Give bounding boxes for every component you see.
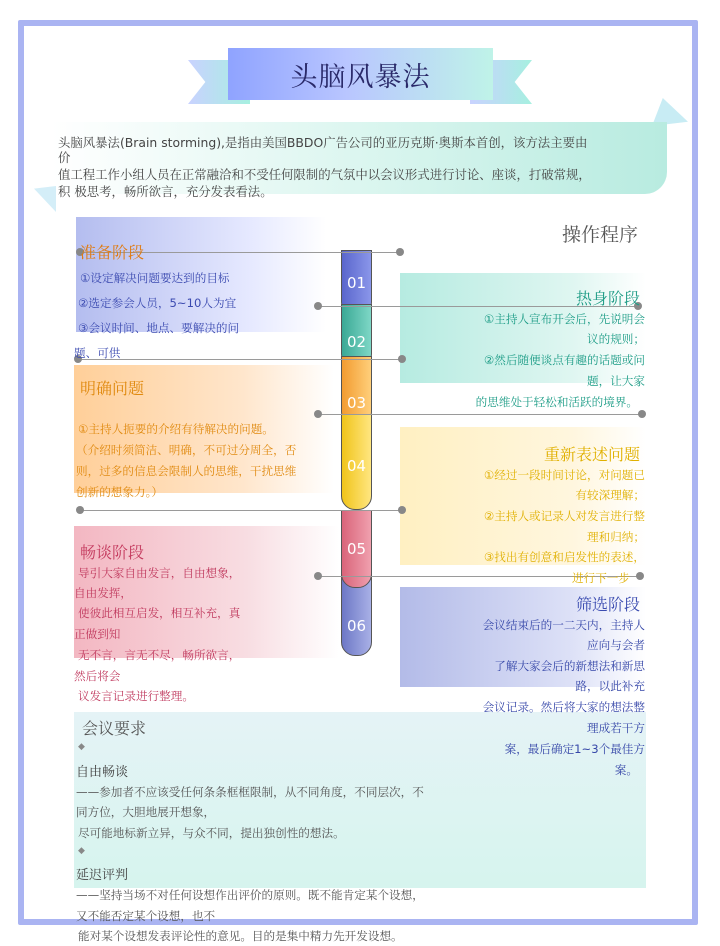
stage-line: 的思维处于轻松和活跃的境界。 xyxy=(475,395,638,409)
intro-line: 积 极思考，畅所欲言，充分发表看法。 xyxy=(58,184,273,199)
stage-line: 案。 xyxy=(614,763,638,777)
stage-title: 筛选阶段 xyxy=(575,595,640,614)
stage-line: ③找出有创意和启发性的表述， xyxy=(483,550,645,564)
connector-dot xyxy=(638,410,646,418)
stage-line: 路，以此补充 xyxy=(575,679,645,693)
stage-line: 会议记录。然后将大家的想法整 xyxy=(482,700,645,714)
step-number: 01 xyxy=(346,274,367,292)
stage-title: 重新表述问题 xyxy=(543,445,640,464)
stage-title: 畅谈阶段 xyxy=(80,543,145,562)
step-number: 02 xyxy=(346,333,367,351)
stage-line: 会议结束后的一二天内，主持人 xyxy=(482,618,645,632)
stage-line: ③会议时间、地点、要解决的问 xyxy=(78,321,240,335)
bullet-icon: ◆ xyxy=(78,742,85,752)
stage-line: 议发言记录进行整理。 xyxy=(78,689,194,703)
step-04 xyxy=(341,414,372,510)
stage-line: 题，让大家 xyxy=(587,374,645,388)
meeting-subtitle: 延迟评判 xyxy=(76,868,129,883)
meeting-title: 会议要求 xyxy=(82,719,147,738)
stage-line: ①主持人扼要的介绍有待解决的问题。 xyxy=(78,422,274,436)
stage-line: 进行下一步 xyxy=(572,571,630,585)
stage-line: ①经过一段时间讨论，对问题已 xyxy=(483,468,645,482)
page-title: 头脑风暴法 xyxy=(228,48,493,100)
connector-dot xyxy=(396,248,404,256)
bullet-icon: ◆ xyxy=(78,846,85,856)
stage-line: ①设定解决问题要达到的目标 xyxy=(80,271,230,285)
connector-dot xyxy=(76,506,84,514)
meeting-line: 又不能否定某个设想，也不 xyxy=(76,909,216,923)
step-number: 04 xyxy=(346,457,367,475)
step-number: 05 xyxy=(346,540,367,558)
stage-line: 无不言，言无不尽，畅所欲言， xyxy=(78,648,241,662)
connector-line xyxy=(80,510,402,511)
stage-title: 准备阶段 xyxy=(80,243,145,262)
stage-line: ①主持人宣布开会后，先说明会 xyxy=(483,312,645,326)
connector-line xyxy=(78,359,402,360)
intro-line: 价 xyxy=(58,150,71,165)
stage-line: 理和归纳； xyxy=(587,530,645,544)
stage-line: 案，最后确定1~3个最佳方 xyxy=(504,742,645,756)
stage-line: 了解大家会后的新想法和新思 xyxy=(494,659,645,673)
connector-dot xyxy=(636,572,644,580)
stage-line: 自由发挥， xyxy=(74,586,132,600)
meeting-line: ——坚持当场不对任何设想作出评价的原则。既不能肯定某个设想， xyxy=(76,888,424,902)
connector-dot xyxy=(398,355,406,363)
stage-line: （介绍时须简洁、明确，不可过分周全，否 xyxy=(76,443,297,457)
connector-line xyxy=(318,414,642,415)
stage-line: 正做到知 xyxy=(74,627,121,641)
meeting-requirements-panel xyxy=(74,712,646,888)
stage-line: 然后将会 xyxy=(74,669,121,683)
stage-line: ②选定参会人员，5~10人为宜 xyxy=(78,296,237,310)
stage-title: 热身阶段 xyxy=(575,289,640,308)
stage-line: 使彼此相互启发，相互补充，真 xyxy=(78,606,241,620)
stage-line: 导引大家自由发言，自由想象， xyxy=(78,566,241,580)
stage-line: 题、可供 xyxy=(74,346,121,360)
stage-line: 则，过多的信息会限制人的思维，干扰思维 xyxy=(76,464,297,478)
stage-line: 理成若干方 xyxy=(587,721,645,735)
stage-line: 应向与会者 xyxy=(587,638,645,652)
stage-line: 创新的想象力。） xyxy=(76,485,163,499)
stage-line: 有较深理解； xyxy=(575,488,645,502)
meeting-line: 能对某个设想发表评论性的意见。目的是集中精力先开发设想。 xyxy=(78,929,403,943)
stage-line: ②主持人或记录人对发言进行整 xyxy=(483,509,645,523)
connector-dot xyxy=(314,572,322,580)
meeting-subtitle: 自由畅谈 xyxy=(76,765,129,780)
procedure-title: 操作程序 xyxy=(562,224,639,246)
stage-line: 议的规则； xyxy=(587,332,645,346)
meeting-line: 同方位，大胆地展开想象， xyxy=(76,805,216,819)
step-number: 03 xyxy=(346,394,367,412)
stage-line: ②然后随便谈点有趣的话题或问 xyxy=(483,353,645,367)
intro-paragraph xyxy=(52,122,667,199)
stage-title: 明确问题 xyxy=(80,379,145,398)
connector-dot xyxy=(314,302,322,310)
step-number: 06 xyxy=(346,617,367,635)
intro-line: 值工程工作小组人员在正常融洽和不受任何限制的气氛中以会议形式进行讨论、座谈，打破常规， xyxy=(58,167,591,182)
connector-dot xyxy=(398,506,406,514)
meeting-line: ——参加者不应该受任何条条框框限制，从不同角度，不同层次，不 xyxy=(76,785,424,799)
intro-line: 头脑风暴法(Brain storming),是指由美国BBDO广告公司的亚历克斯·奥斯本首创，该方法主要由 xyxy=(58,135,588,150)
meeting-line: 尽可能地标新立异，与众不同，提出独创性的想法。 xyxy=(78,826,345,840)
connector-dot xyxy=(314,410,322,418)
